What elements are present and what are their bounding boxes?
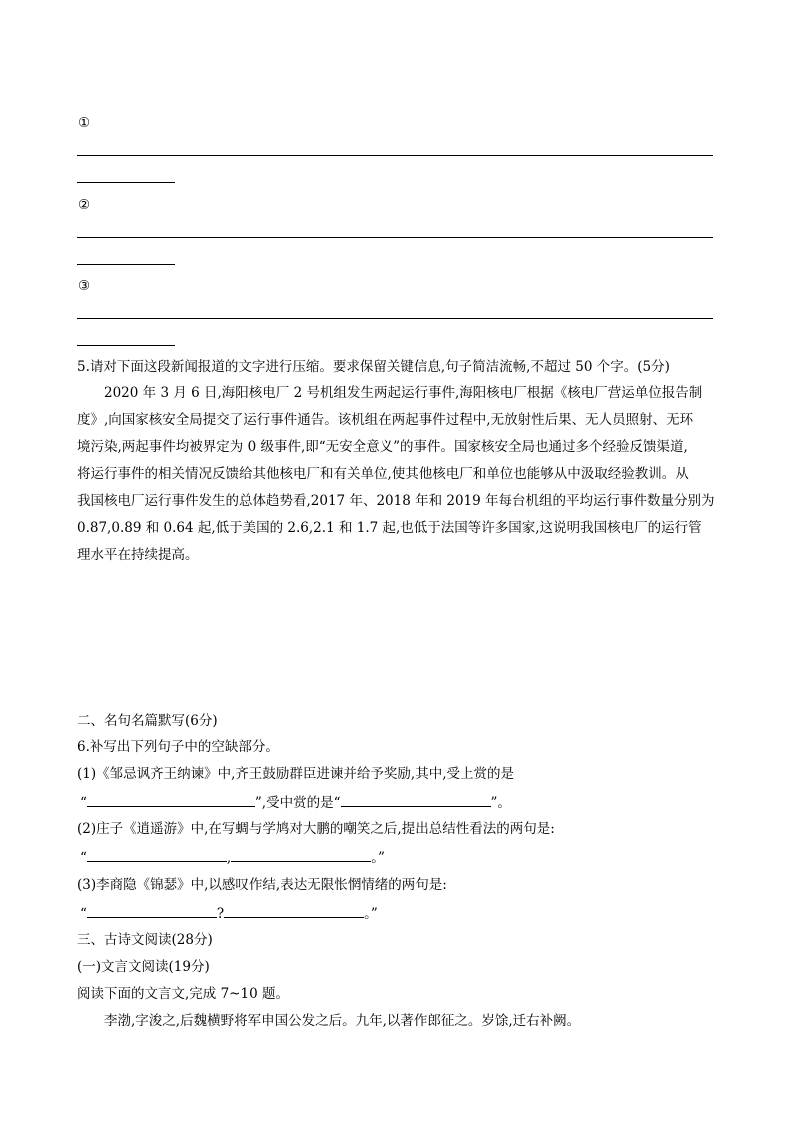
section-2-title: 二、名句名篇默写(6分) [77, 713, 218, 729]
q6-item-1-blanks [80, 792, 511, 813]
question-6-prompt: 6.补写出下列句子中的空缺部分。 [77, 739, 279, 755]
subsection-title: (一)文言文阅读(19分) [77, 959, 210, 975]
answer-label-2: ② [78, 197, 91, 213]
answer-line-2-short[interactable] [77, 264, 175, 265]
fill-blank[interactable] [87, 903, 217, 918]
quote-close: 。” [371, 850, 385, 866]
answer-line-1-long[interactable] [77, 155, 713, 156]
answer-line-3-short[interactable] [77, 345, 175, 346]
passage-line: 理水平在持续提高。 [77, 547, 199, 563]
answer-label-3: ③ [78, 278, 91, 294]
quote-open: “ [80, 795, 87, 811]
passage-line: 2020 年 3 月 6 日,海阳核电厂 2 号机组发生两起运行事件,海阳核电厂根据《核电厂营运单位报告制 [104, 385, 703, 401]
q6-item-3-blanks [80, 903, 378, 924]
separator: , [226, 850, 232, 866]
answer-line-3-long[interactable] [77, 318, 713, 319]
answer-line-1-short[interactable] [77, 182, 175, 183]
q6-item-2-blanks [80, 847, 385, 868]
separator: ? [216, 906, 225, 922]
fill-blank[interactable] [224, 903, 364, 918]
quote-open: “ [80, 850, 87, 866]
fill-blank[interactable] [87, 792, 255, 807]
q6-item-2-text: (2)庄子《逍遥游》中,在写蜩与学鸠对大鹏的嘲笑之后,提出总结性看法的两句是: [77, 821, 555, 837]
quote-close: ”。 [490, 795, 511, 811]
answer-line-2-long[interactable] [77, 237, 713, 238]
passage-line: 我国核电厂运行事件发生的总体趋势看,2017 年、2018 年和 2019 年每台机组的平均运行事件数量分别为 [77, 493, 715, 509]
section-3-title: 三、古诗文阅读(28分) [77, 932, 213, 948]
fill-blank[interactable] [87, 847, 227, 862]
passage-line: 境污染,两起事件均被界定为 0 级事件,即“无安全意义”的事件。国家核安全局也通过多个经验反馈渠道, [77, 439, 688, 455]
fill-blank[interactable] [341, 792, 491, 807]
q6-item-3-text: (3)李商隐《锦瑟》中,以感叹作结,表达无限怅惘情绪的两句是: [77, 877, 447, 893]
answer-label-1: ① [78, 115, 91, 131]
quote-close: 。” [364, 906, 378, 922]
quote-mid: ”,受中赏的是“ [254, 795, 341, 811]
reading-instruction: 阅读下面的文言文,完成 7~10 题。 [77, 986, 289, 1002]
passage-line: 将运行事件的相关情况反馈给其他核电厂和有关单位,使其他核电厂和单位也能够从中汲取经验教训。从 [77, 466, 689, 482]
classical-passage-line: 李渤,字浚之,后魏横野将军申国公发之后。九年,以著作郎征之。岁馀,迁右补阙。 [104, 1013, 581, 1029]
q6-item-1-text: (1)《邹忌讽齐王纳谏》中,齐王鼓励群臣进谏并给予奖励,其中,受上赏的是 [77, 766, 514, 782]
passage-line: 0.87,0.89 和 0.64 起,低于美国的 2.6,2.1 和 1.7 起,也低于法国等许多国家,这说明我国核电厂的运行管 [77, 520, 702, 536]
question-5-prompt: 5.请对下面这段新闻报道的文字进行压缩。要求保留关键信息,句子简洁流畅,不超过 50 个字。(5分) [77, 359, 670, 375]
quote-open: “ [80, 906, 87, 922]
fill-blank[interactable] [231, 847, 371, 862]
passage-line: 度》,向国家核安全局提交了运行事件通告。该机组在两起事件过程中,无放射性后果、无人员照射、无环 [77, 412, 694, 428]
